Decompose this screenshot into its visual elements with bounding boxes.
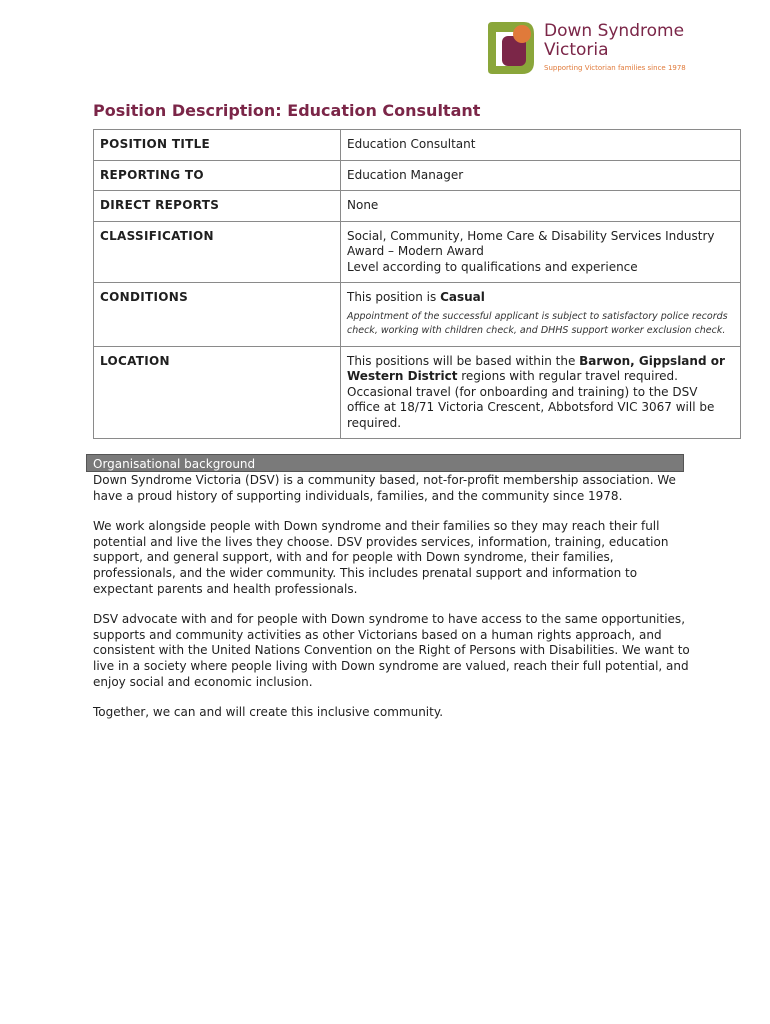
direct-reports-value: None [341, 191, 741, 222]
location-label: LOCATION [94, 346, 341, 439]
table-row [94, 221, 741, 283]
organisation-logo [484, 20, 694, 78]
classification-award: Social, Community, Home Care & Disability Services Industry Award – Modern Award [347, 228, 715, 258]
table-row [94, 346, 741, 439]
position-details-table [93, 129, 741, 439]
classification-level: Level according to qualifications and experience [347, 259, 638, 274]
conditions-type: Casual [440, 290, 485, 304]
classification-value [341, 221, 741, 283]
position-title-value: Education Consultant [341, 130, 741, 161]
paragraph: Together, we can and will create this inclusive community. [93, 705, 444, 720]
table-row [94, 191, 741, 222]
section-heading-organisational-background: Organisational background [86, 454, 684, 472]
conditions-statement [347, 290, 734, 306]
classification-label: CLASSIFICATION [94, 221, 341, 283]
location-prefix: This positions will be based within the [347, 353, 580, 368]
paragraph: DSV advocate with and for people with Down syndrome to have access to the same opportunities, supports and community activities as other Victorians based on a human rights approach, and consistent with the United Nations Convention on the Right of Persons with Disabilities. We want to live in a society where people living with Down syndrome are valued, reach their full potential, and enjoy social and economic inclusion. [93, 612, 690, 689]
logo-tagline: Supporting Victorian families since 1978 [544, 64, 686, 72]
conditions-value [341, 283, 741, 347]
conditions-note: Appointment of the successful applicant is subject to satisfactory police records check, working with children check, and DHHS support worker exclusion check. [347, 310, 728, 336]
location-regions: Barwon, Gippsland or Western District [347, 353, 725, 383]
organisational-background-body [93, 473, 693, 736]
conditions-label: CONDITIONS [94, 283, 341, 347]
direct-reports-label: DIRECT REPORTS [94, 191, 341, 222]
logo-name-line2: Victoria [544, 40, 609, 60]
paragraph: Down Syndrome Victoria (DSV) is a community based, not-for-profit membership association. We have a proud history of supporting individuals, families, and the community since 1978. [93, 473, 676, 503]
reporting-to-label: REPORTING TO [94, 160, 341, 191]
logo-name-line1: Down Syndrome [544, 21, 685, 41]
position-title-label: POSITION TITLE [94, 130, 341, 161]
dsv-logo-mark [484, 20, 538, 76]
document-title: Position Description: Education Consultant [93, 101, 481, 120]
conditions-prefix: This position is [347, 290, 441, 304]
reporting-to-value: Education Manager [341, 160, 741, 191]
table-row [94, 283, 741, 347]
table-row [94, 130, 741, 161]
location-value [341, 346, 741, 439]
logo-wordmark [544, 22, 684, 60]
paragraph: We work alongside people with Down syndrome and their families so they may reach their full potential and live the lives they choose. DSV provides services, information, training, education support, and general support, with and for people with Down syndrome, their families, professionals, and the wider community. This includes prenatal support and information to expectant parents and health professionals. [93, 519, 669, 596]
table-row [94, 160, 741, 191]
location-suffix: regions with regular travel required. Occasional travel (for onboarding and training) to the DSV office at 18/71 Victoria Crescent, Abbotsford VIC 3067 will be required. [347, 369, 715, 430]
